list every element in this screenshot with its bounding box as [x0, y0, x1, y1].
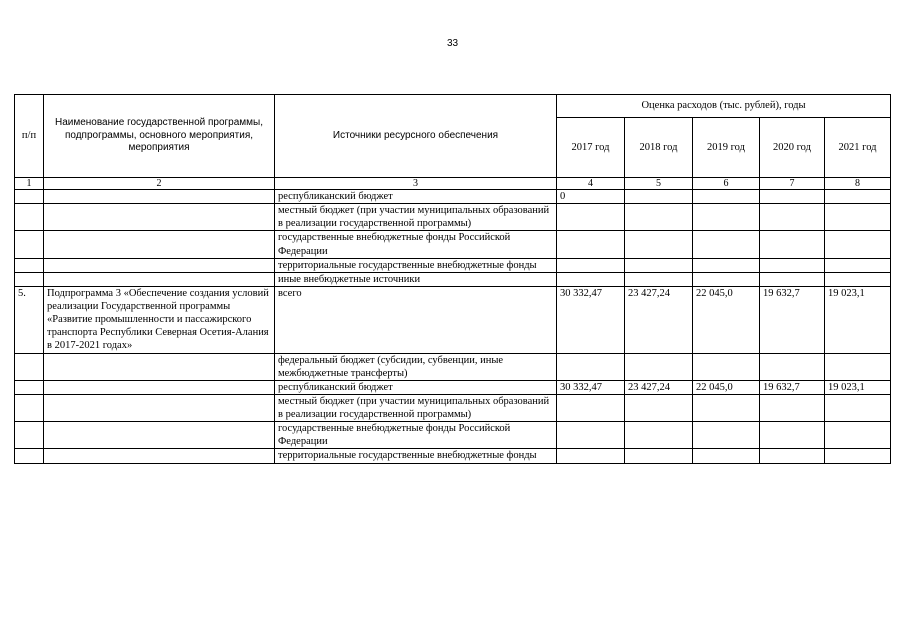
row-value-2020 — [760, 272, 825, 286]
row-number — [15, 204, 44, 231]
row-source: местный бюджет (при участии муниципальных образований в реализации государственной программы) — [275, 394, 557, 421]
row-value-2017 — [557, 231, 625, 258]
budget-table — [14, 94, 891, 464]
column-number: 5 — [625, 178, 693, 190]
header-year: 2019 год — [693, 118, 760, 178]
table-row — [15, 422, 891, 449]
row-value-2019 — [693, 204, 760, 231]
column-number: 1 — [15, 178, 44, 190]
row-value-2021 — [825, 204, 891, 231]
row-number — [15, 449, 44, 463]
table-row — [15, 258, 891, 272]
row-value-2017: 0 — [557, 190, 625, 204]
table-row — [15, 286, 891, 353]
column-number: 4 — [557, 178, 625, 190]
header-col-estimate: Оценка расходов (тыс. рублей), годы — [557, 95, 891, 118]
row-value-2018 — [625, 272, 693, 286]
row-number: 5. — [15, 286, 44, 353]
row-source: государственные внебюджетные фонды Российской Федерации — [275, 231, 557, 258]
row-value-2018 — [625, 258, 693, 272]
row-value-2017 — [557, 353, 625, 380]
row-value-2017: 30 332,47 — [557, 286, 625, 353]
row-value-2021 — [825, 190, 891, 204]
row-value-2019 — [693, 272, 760, 286]
table-row — [15, 231, 891, 258]
row-value-2019 — [693, 422, 760, 449]
row-value-2020 — [760, 231, 825, 258]
row-source: территориальные государственные внебюджетные фонды — [275, 449, 557, 463]
row-value-2018: 23 427,24 — [625, 380, 693, 394]
row-source: государственные внебюджетные фонды Российской Федерации — [275, 422, 557, 449]
row-value-2020 — [760, 422, 825, 449]
row-value-2017 — [557, 204, 625, 231]
column-number: 8 — [825, 178, 891, 190]
column-number: 3 — [275, 178, 557, 190]
row-value-2017 — [557, 394, 625, 421]
header-row-top — [15, 95, 891, 118]
row-name — [44, 380, 275, 394]
row-value-2018 — [625, 394, 693, 421]
column-number: 6 — [693, 178, 760, 190]
row-name — [44, 353, 275, 380]
row-source: территориальные государственные внебюджетные фонды — [275, 258, 557, 272]
row-value-2018 — [625, 422, 693, 449]
column-number: 7 — [760, 178, 825, 190]
row-value-2019 — [693, 231, 760, 258]
row-value-2021 — [825, 353, 891, 380]
table-row — [15, 380, 891, 394]
row-value-2020: 19 632,7 — [760, 286, 825, 353]
row-value-2017: 30 332,47 — [557, 380, 625, 394]
row-number — [15, 353, 44, 380]
row-value-2020 — [760, 204, 825, 231]
table-row — [15, 449, 891, 463]
row-name — [44, 422, 275, 449]
row-value-2021: 19 023,1 — [825, 380, 891, 394]
header-year: 2020 год — [760, 118, 825, 178]
row-number — [15, 394, 44, 421]
row-value-2020 — [760, 449, 825, 463]
row-number — [15, 380, 44, 394]
row-value-2017 — [557, 449, 625, 463]
row-value-2018 — [625, 190, 693, 204]
row-value-2020: 19 632,7 — [760, 380, 825, 394]
row-source: иные внебюджетные источники — [275, 272, 557, 286]
row-name — [44, 204, 275, 231]
row-name — [44, 258, 275, 272]
row-source: республиканский бюджет — [275, 380, 557, 394]
row-value-2018 — [625, 204, 693, 231]
row-value-2020 — [760, 394, 825, 421]
row-number — [15, 258, 44, 272]
row-source: местный бюджет (при участии муниципальных образований в реализации государственной программы) — [275, 204, 557, 231]
row-name — [44, 231, 275, 258]
row-name — [44, 272, 275, 286]
row-value-2019 — [693, 394, 760, 421]
row-value-2021 — [825, 258, 891, 272]
row-value-2017 — [557, 258, 625, 272]
row-value-2019 — [693, 353, 760, 380]
header-col-num: п/п — [15, 95, 44, 178]
row-value-2021: 19 023,1 — [825, 286, 891, 353]
column-numbers-row — [15, 178, 891, 190]
row-value-2021 — [825, 422, 891, 449]
row-number — [15, 422, 44, 449]
row-value-2018 — [625, 449, 693, 463]
row-value-2017 — [557, 422, 625, 449]
page-number: 33 — [446, 38, 459, 49]
row-number — [15, 231, 44, 258]
row-value-2018 — [625, 353, 693, 380]
column-number: 2 — [44, 178, 275, 190]
row-source: республиканский бюджет — [275, 190, 557, 204]
row-number — [15, 272, 44, 286]
row-name — [44, 190, 275, 204]
row-source: федеральный бюджет (субсидии, субвенции, иные межбюджетные трансферты) — [275, 353, 557, 380]
table-row — [15, 353, 891, 380]
row-value-2020 — [760, 190, 825, 204]
row-name — [44, 449, 275, 463]
header-col-source: Источники ресурсного обеспечения — [275, 95, 557, 178]
row-value-2019: 22 045,0 — [693, 286, 760, 353]
row-value-2020 — [760, 258, 825, 272]
row-name — [44, 394, 275, 421]
row-value-2019 — [693, 190, 760, 204]
header-col-name: Наименование государственной программы, подпрограммы, основного мероприятия, мероприятия — [44, 95, 275, 178]
row-value-2020 — [760, 353, 825, 380]
table-row — [15, 394, 891, 421]
row-value-2021 — [825, 272, 891, 286]
row-value-2019 — [693, 258, 760, 272]
header-year: 2021 год — [825, 118, 891, 178]
row-value-2019: 22 045,0 — [693, 380, 760, 394]
row-value-2021 — [825, 449, 891, 463]
row-value-2018 — [625, 231, 693, 258]
row-value-2017 — [557, 272, 625, 286]
row-value-2018: 23 427,24 — [625, 286, 693, 353]
header-year: 2017 год — [557, 118, 625, 178]
table-row — [15, 272, 891, 286]
row-source: всего — [275, 286, 557, 353]
table-row — [15, 204, 891, 231]
row-number — [15, 190, 44, 204]
row-value-2021 — [825, 394, 891, 421]
row-value-2021 — [825, 231, 891, 258]
row-value-2019 — [693, 449, 760, 463]
row-name: Подпрограмма 3 «Обеспечение создания условий реализации Государственной программы «Развитие промышленности и пассажирского транспорта Республики Северная Осетия-Алания в 2017-2021 годах» — [44, 286, 275, 353]
table-row — [15, 190, 891, 204]
header-year: 2018 год — [625, 118, 693, 178]
